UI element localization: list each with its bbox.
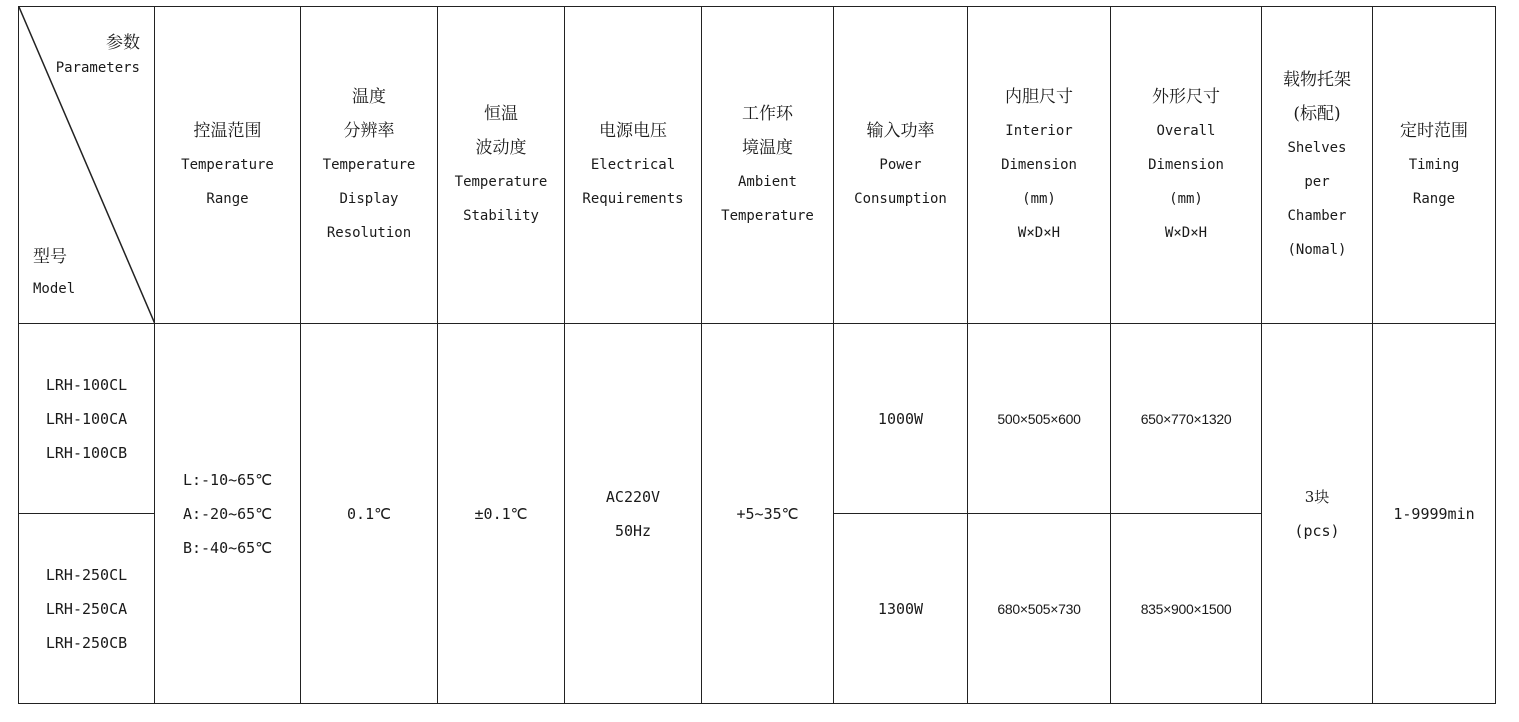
shelves-cell: 3块 (pcs) [1262,324,1373,704]
model-label: 型号 Model [33,247,76,297]
ambient-cell: +5~35℃ [702,324,834,704]
header-ambient: 工作环 境温度 Ambient Temperature [702,7,834,324]
params-label: 参数 Parameters [55,33,140,76]
header-temp-range: 控温范围 Temperature Range [155,7,301,324]
header-stability: 恒温 波动度 Temperature Stability [438,7,565,324]
power-cell: 1300W [834,514,968,704]
overall-cell: 835×900×1500 [1111,514,1262,704]
corner-header-cell [19,7,155,324]
header-resolution: 温度 分辨率 Temperature Display Resolution [301,7,438,324]
header-electrical: 电源电压 Electrical Requirements [565,7,702,324]
interior-cell: 680×505×730 [968,514,1111,704]
model-cell: LRH-100CL LRH-100CA LRH-100CB [19,324,155,514]
stability-cell: ±0.1℃ [438,324,565,704]
header-shelves: 载物托架 (标配) Shelves per Chamber (Nomal) [1262,7,1373,324]
model-cell: LRH-250CL LRH-250CA LRH-250CB [19,514,155,704]
header-row [19,7,1496,324]
table-row [19,324,1496,514]
temp-range-cell: L:-10~65℃ A:-20~65℃ B:-40~65℃ [155,324,301,704]
interior-cell: 500×505×600 [968,324,1111,514]
spec-table [18,6,1496,704]
header-overall: 外形尺寸 Overall Dimension (mm) W×D×H [1111,7,1262,324]
timing-cell: 1-9999min [1373,324,1496,704]
electrical-cell: AC220V 50Hz [565,324,702,704]
overall-cell: 650×770×1320 [1111,324,1262,514]
resolution-cell: 0.1℃ [301,324,438,704]
power-cell: 1000W [834,324,968,514]
header-timing: 定时范围 Timing Range [1373,7,1496,324]
header-power: 输入功率 Power Consumption [834,7,968,324]
header-interior: 内胆尺寸 Interior Dimension (mm) W×D×H [968,7,1111,324]
